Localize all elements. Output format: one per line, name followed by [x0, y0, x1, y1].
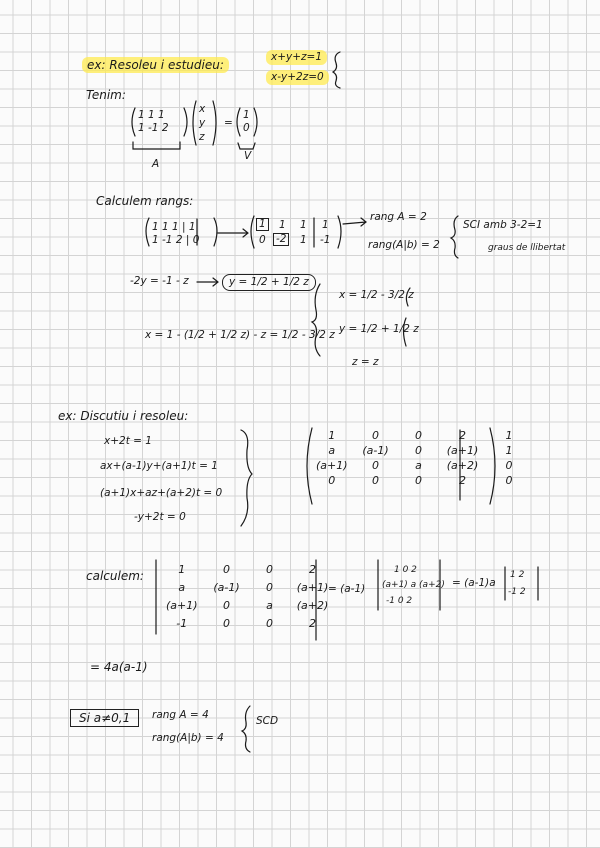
matrix-cell: 1 — [505, 444, 513, 457]
det-result: = 4a(a-1) — [90, 660, 148, 674]
det-cell: (a+2) — [296, 598, 329, 612]
var-x: x — [199, 103, 206, 115]
matrix-cell: (a-1) — [362, 444, 389, 457]
det-cell: 2 — [309, 616, 317, 630]
case-rang-A: rang A = 4 — [152, 709, 209, 721]
red-c1b: 0 — [259, 234, 266, 246]
det-cell: 0 — [266, 616, 274, 630]
det-cell: 0 — [223, 562, 231, 576]
sys-eq-3: (a+1)x+az+(a+2)t = 0 — [100, 487, 223, 499]
red-c4b: -1 — [320, 234, 331, 246]
matrix-cell: a — [328, 444, 336, 457]
det3-row-3: -1 0 2 — [386, 596, 413, 606]
rang-A: rang A = 2 — [370, 211, 427, 223]
matrix-cell: 0 — [372, 429, 380, 442]
ex2-title: ex: Discutiu i resoleu: — [58, 409, 189, 423]
ex1-equation-1: x+y+z=1 — [266, 50, 327, 65]
red-c2a: 1 — [279, 219, 286, 231]
matrix-cell: 2 — [459, 429, 467, 442]
sol-z: z = z — [352, 356, 379, 368]
det-cell: (a-1) — [213, 580, 240, 594]
matrix-cell: 0 — [372, 459, 380, 472]
rhs-0: 0 — [243, 122, 250, 134]
matrix-cell: 0 — [372, 474, 380, 487]
rang-Ab: rang(A|b) = 2 — [368, 239, 440, 251]
coef-row-2: 1 -1 2 — [138, 122, 169, 134]
label-A: A — [152, 158, 160, 170]
tenim-label: Tenim: — [86, 88, 126, 102]
calculem-det: calculem: — [86, 569, 144, 583]
y-result-box: y = 1/2 + 1/2 z — [222, 274, 316, 291]
case-scd: SCD — [256, 715, 279, 727]
det-cell: a — [178, 580, 186, 594]
case-box: Si a≠0,1 — [70, 709, 139, 727]
red-c3b: 1 — [300, 234, 307, 246]
sys-eq-4: -y+2t = 0 — [134, 511, 186, 523]
matrix-cell: 0 — [505, 474, 513, 487]
det-cell: 0 — [223, 616, 231, 630]
sol-x: x = 1/2 - 3/2 z — [339, 289, 414, 301]
var-y: y — [199, 117, 206, 129]
case-rang-Ab: rang(A|b) = 4 — [152, 732, 224, 744]
matrix-cell: (a+1) — [316, 459, 348, 472]
coef-row-1: 1 1 1 — [138, 109, 165, 121]
rhs-1: 1 — [243, 109, 250, 121]
sys-eq-2: ax+(a-1)y+(a+1)t = 1 — [100, 460, 218, 472]
det-cell: 0 — [266, 580, 274, 594]
calculem-rangs: Calculem rangs: — [96, 194, 194, 208]
matrix-cell: 0 — [415, 444, 423, 457]
label-V: V — [244, 150, 252, 162]
matrix-cell: 0 — [415, 474, 423, 487]
det-cell: 2 — [309, 562, 317, 576]
aug-row-2: 1 -1 2 | 0 — [152, 234, 200, 246]
matrix-cell: (a+1) — [446, 444, 479, 457]
matrix-cell: 2 — [459, 474, 467, 487]
aug-row-1: 1 1 1 | 1 — [152, 221, 196, 233]
factor-a-1: = (a-1) — [328, 583, 366, 595]
sys-eq-1: x+2t = 1 — [104, 435, 152, 447]
det-cell: (a+1) — [296, 580, 329, 594]
matrix-cell: 1 — [505, 429, 513, 442]
pivot-box-1: 1 — [256, 218, 269, 231]
det-cell: 0 — [223, 598, 231, 612]
matrix-cell: (a+2) — [446, 459, 479, 472]
red-c4a: 1 — [322, 219, 329, 231]
det-cell: (a+1) — [166, 598, 198, 612]
det3-row-1: 1 0 2 — [394, 565, 417, 575]
matrix-cell: 0 — [415, 429, 423, 442]
det-cell: a — [266, 598, 273, 612]
ex1-equation-2: x-y+2z=0 — [266, 70, 329, 85]
var-z: z — [199, 131, 205, 143]
eq-x: x = 1 - (1/2 + 1/2 z) - z = 1/2 - 3/2 z — [145, 329, 335, 341]
matrix-cell: 0 — [505, 459, 513, 472]
sci-note: SCI amb 3-2=1 — [463, 219, 543, 231]
factor-a-1-a: = (a-1)a — [452, 577, 496, 589]
pivot-box-2: -2 — [273, 233, 289, 246]
equals-sign: = — [224, 117, 233, 129]
sol-y: y = 1/2 + 1/2 z — [339, 323, 419, 335]
det-cell: 1 — [178, 562, 186, 576]
matrix-cell: 1 — [328, 429, 336, 442]
matrix-cell: a — [415, 459, 422, 472]
eq-y: -2y = -1 - z — [130, 275, 189, 287]
det2-row-2: -1 2 — [508, 587, 526, 597]
det2-row-1: 1 2 — [510, 570, 525, 580]
det-cell: -1 — [176, 616, 188, 630]
graus-llibertat: graus de llibertat — [488, 243, 566, 253]
red-c3a: 1 — [300, 219, 307, 231]
matrix-cell: 0 — [328, 474, 336, 487]
ex1-title: ex: Resoleu i estudieu: — [82, 57, 229, 73]
det-cell: 0 — [266, 562, 274, 576]
det3-row-2: (a+1) a (a+2) — [382, 580, 445, 590]
